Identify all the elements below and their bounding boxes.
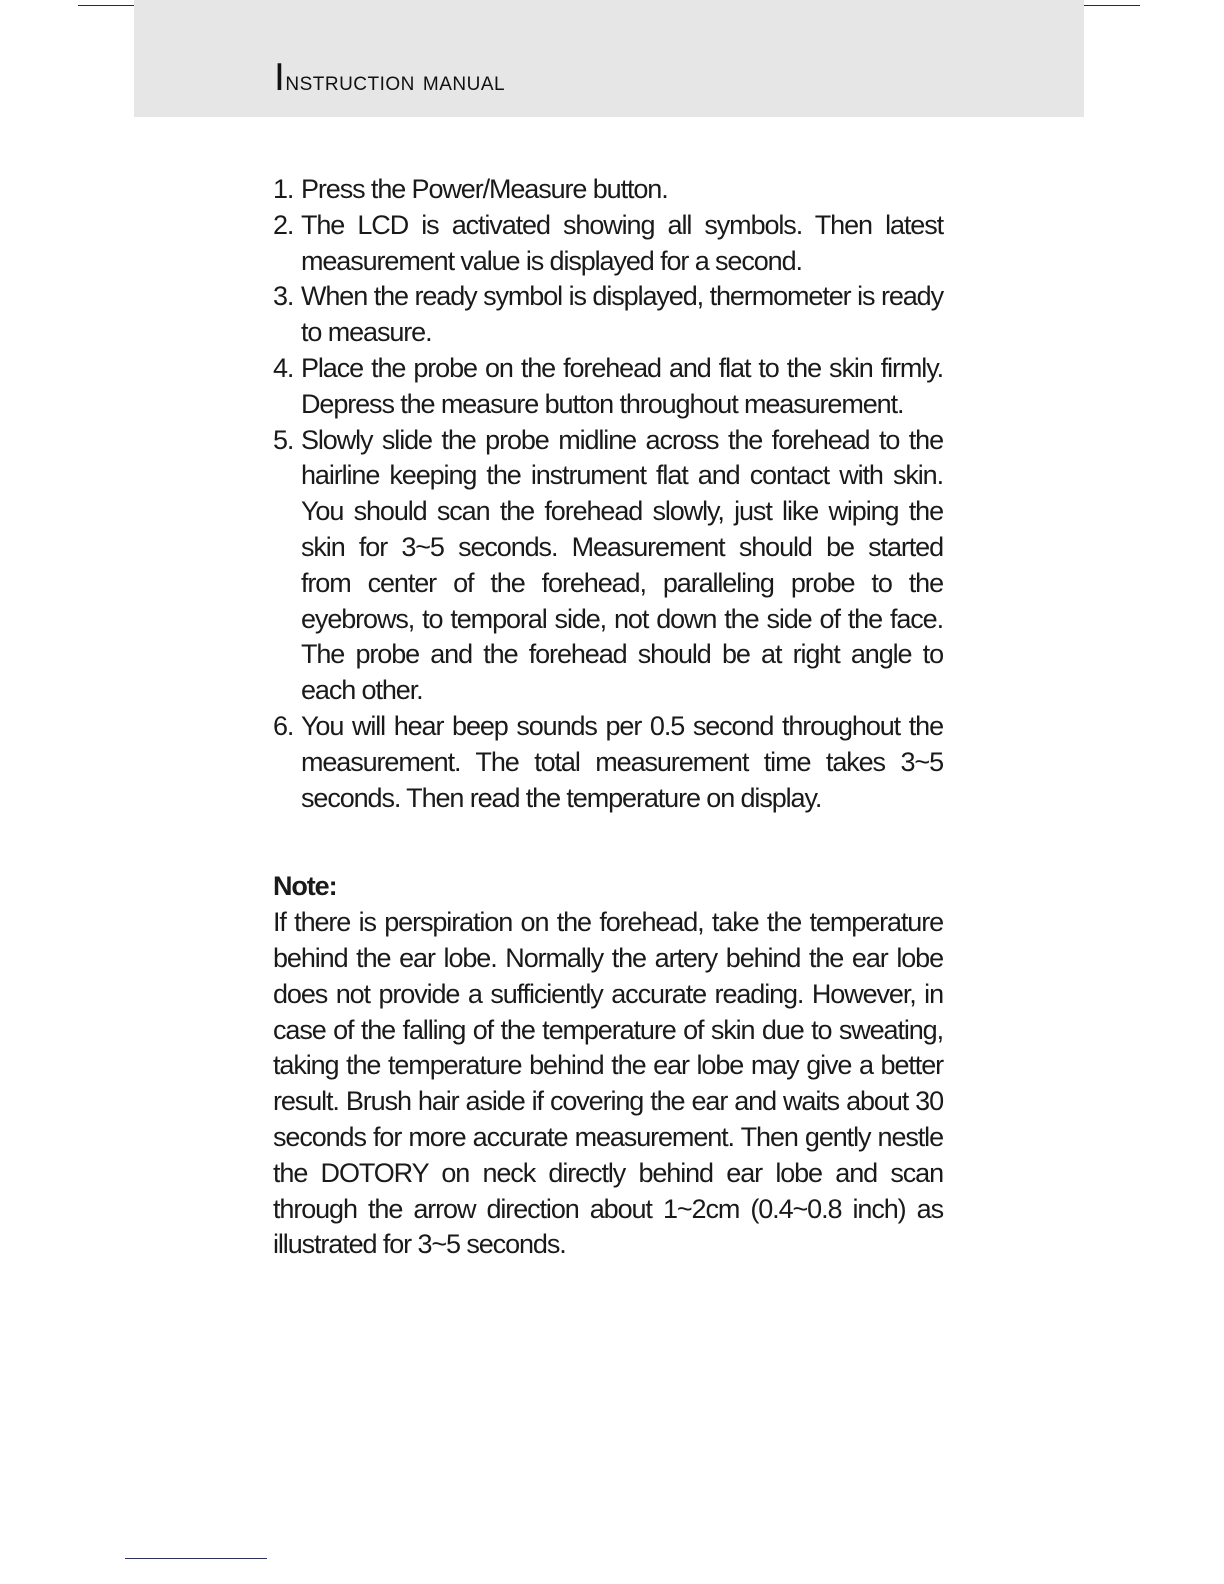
step-text: You will hear beep sounds per 0.5 second throughout the measurement. The total measurement time takes 3~5 seconds. Then read the temperature on display. <box>301 710 943 813</box>
header-band <box>134 0 1084 117</box>
step-text: Slowly slide the probe midline across the forehead to the hairline keeping the instrument flat and contact with skin. You should scan the forehead slowly, just like wiping the skin for 3~5 seconds. Measurement should be started from center of the forehead, paralleling probe to the eyebrows, to temporal side, not down the side of the face. The probe and the forehead should be at right angle to each other. <box>301 424 943 706</box>
list-item <box>273 172 943 208</box>
step-number: 5. <box>273 424 294 455</box>
page-content <box>273 172 943 1263</box>
crop-mark-left <box>78 5 134 6</box>
note-heading: Note: <box>273 871 337 902</box>
step-text: When the ready symbol is displayed, thermometer is ready to measure. <box>301 281 943 348</box>
list-item <box>273 709 943 816</box>
footer-rule <box>125 1558 267 1559</box>
step-number: 3. <box>273 281 294 312</box>
step-text: Place the probe on the forehead and flat to the skin firmly. Depress the measure button throughout measurement. <box>301 352 943 419</box>
step-number: 4. <box>273 352 294 383</box>
step-number: 6. <box>273 710 294 741</box>
steps-list <box>273 172 943 816</box>
list-item <box>273 351 943 423</box>
step-text: The LCD is activated showing all symbols. Then latest measurement value is displayed for a second. <box>301 209 943 276</box>
crop-mark-right <box>1084 5 1140 6</box>
page-title: Instruction manual <box>274 56 506 99</box>
step-number: 2. <box>273 209 294 240</box>
step-text: Press the Power/Measure button. <box>301 174 668 204</box>
list-item <box>273 423 943 709</box>
list-item <box>273 279 943 351</box>
step-number: 1. <box>273 174 294 204</box>
list-item <box>273 208 943 280</box>
note-body: If there is perspiration on the forehead, take the temperature behind the ear lobe. Normally the artery behind the ear lobe does not provide a sufficiently accurate reading. However, in case of the falling of the temperature of skin due to sweating, taking the temperature behind the ear lobe may give a better result. Brush hair aside if covering the ear and waits about 30 seconds for more accurate measurement. Then gently nestle the DOTORY on neck directly behind ear lobe and scan through the arrow direction about 1~2cm (0.4~0.8 inch) as illustrated for 3~5 seconds. <box>273 907 943 1260</box>
